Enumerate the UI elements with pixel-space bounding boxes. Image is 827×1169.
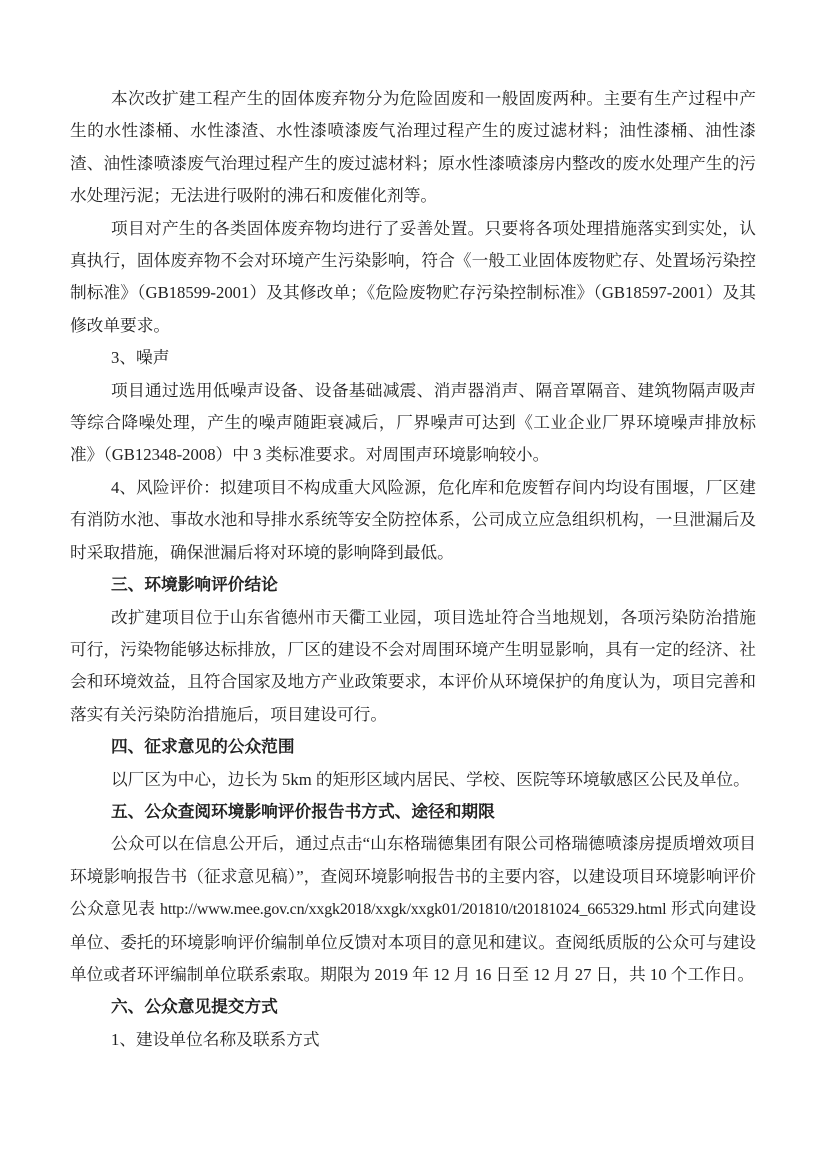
subheading-noise: 3、噪声	[111, 348, 170, 368]
paragraph-solid-waste-overview: 本次改扩建工程产生的固体废弃物分为危险固废和一般固废两种。主要有生产过程中产生的水性漆桶、水性漆渣、水性漆喷漆废气治理过程产生的废过滤材料；油性漆桶、油性漆渣、油性漆喷漆废气治理过程产生的废过滤材料；原水性漆喷漆房内整改的废水处理产生的污水处理污泥；无法进行吸附的沸石和废催化剂等。	[70, 89, 756, 206]
paragraph-report-access	[70, 828, 756, 991]
heading-section-eia-conclusion: 三、环境影响评价结论	[111, 575, 278, 595]
paragraph-eia-conclusion: 改扩建项目位于山东省德州市天衢工业园，项目选址符合当地规划，各项污染防治措施可行，污染物能够达标排放，厂区的建设不会对周围环境产生明显影响，具有一定的经济、社会和环境效益，且符合国家及地方产业政策要求，本评价从环境保护的角度认为，项目完善和落实有关污染防治措施后，项目建设可行。	[70, 607, 756, 724]
paragraph-solid-waste-disposal: 项目对产生的各类固体废弃物均进行了妥善处置。只要将各项处理措施落实到实处，认真执行，固体废弃物不会对环境产生污染影响，符合《一般工业固体废物贮存、处置场污染控制标准》（GB18599-2001）及其修改单；《危险废物贮存污染控制标准》（GB18597-2001）及其修改单要求。	[70, 218, 756, 335]
report-access-text-after-url: 形式向建设单位、委托的环境影响评价编制单位反馈对本项目的意见和建议。查阅纸质版的公众可与建设单位或者环评编制单位联系索取。期限为 2019 年 12 月 16 日至 12 月 27 日，共 10 个工作日。	[70, 899, 757, 984]
paragraph-noise-mitigation: 项目通过选用低噪声设备、设备基础减震、消声器消声、隔音罩隔音、建筑物隔声吸声等综合降噪处理，产生的噪声随距衰减后，厂界噪声可达到《工业企业厂界环境噪声排放标准》（GB12348-2008）中 3 类标准要求。对周围声环境影响较小。	[70, 380, 756, 465]
report-url: http://www.mee.gov.cn/xxgk2018/xxgk/xxgk01/201810/t20181024_665329.html	[160, 901, 667, 919]
report-access-text-before-url: 公众可以在信息公开后，通过点击“山东格瑞德集团有限公司格瑞德喷漆房提质增效项目环境影响报告书（征求意见稿）”，查阅环境影响报告书的主要内容，以建设项目环境影响评价公众意见表	[70, 834, 756, 919]
document-body	[70, 83, 756, 1056]
heading-section-report-access: 五、公众查阅环境影响评价报告书方式、途径和期限	[111, 801, 495, 821]
paragraph-risk-assessment: 4、风险评价：拟建项目不构成重大风险源，危化库和危废暂存间内均设有围堰，厂区建有消防水池、事故水池和导排水系统等安全防控体系，公司成立应急组织机构，一旦泄漏后及时采取措施，确保泄漏后将对环境的影响降到最低。	[70, 477, 756, 562]
paragraph-public-scope: 以厂区为中心，边长为 5km 的矩形区域内居民、学校、医院等环境敏感区公民及单位。	[111, 769, 750, 789]
heading-section-opinion-submission: 六、公众意见提交方式	[111, 997, 278, 1017]
heading-section-public-scope: 四、征求意见的公众范围	[111, 737, 295, 757]
subheading-builder-contact: 1、建设单位名称及联系方式	[111, 1029, 320, 1049]
